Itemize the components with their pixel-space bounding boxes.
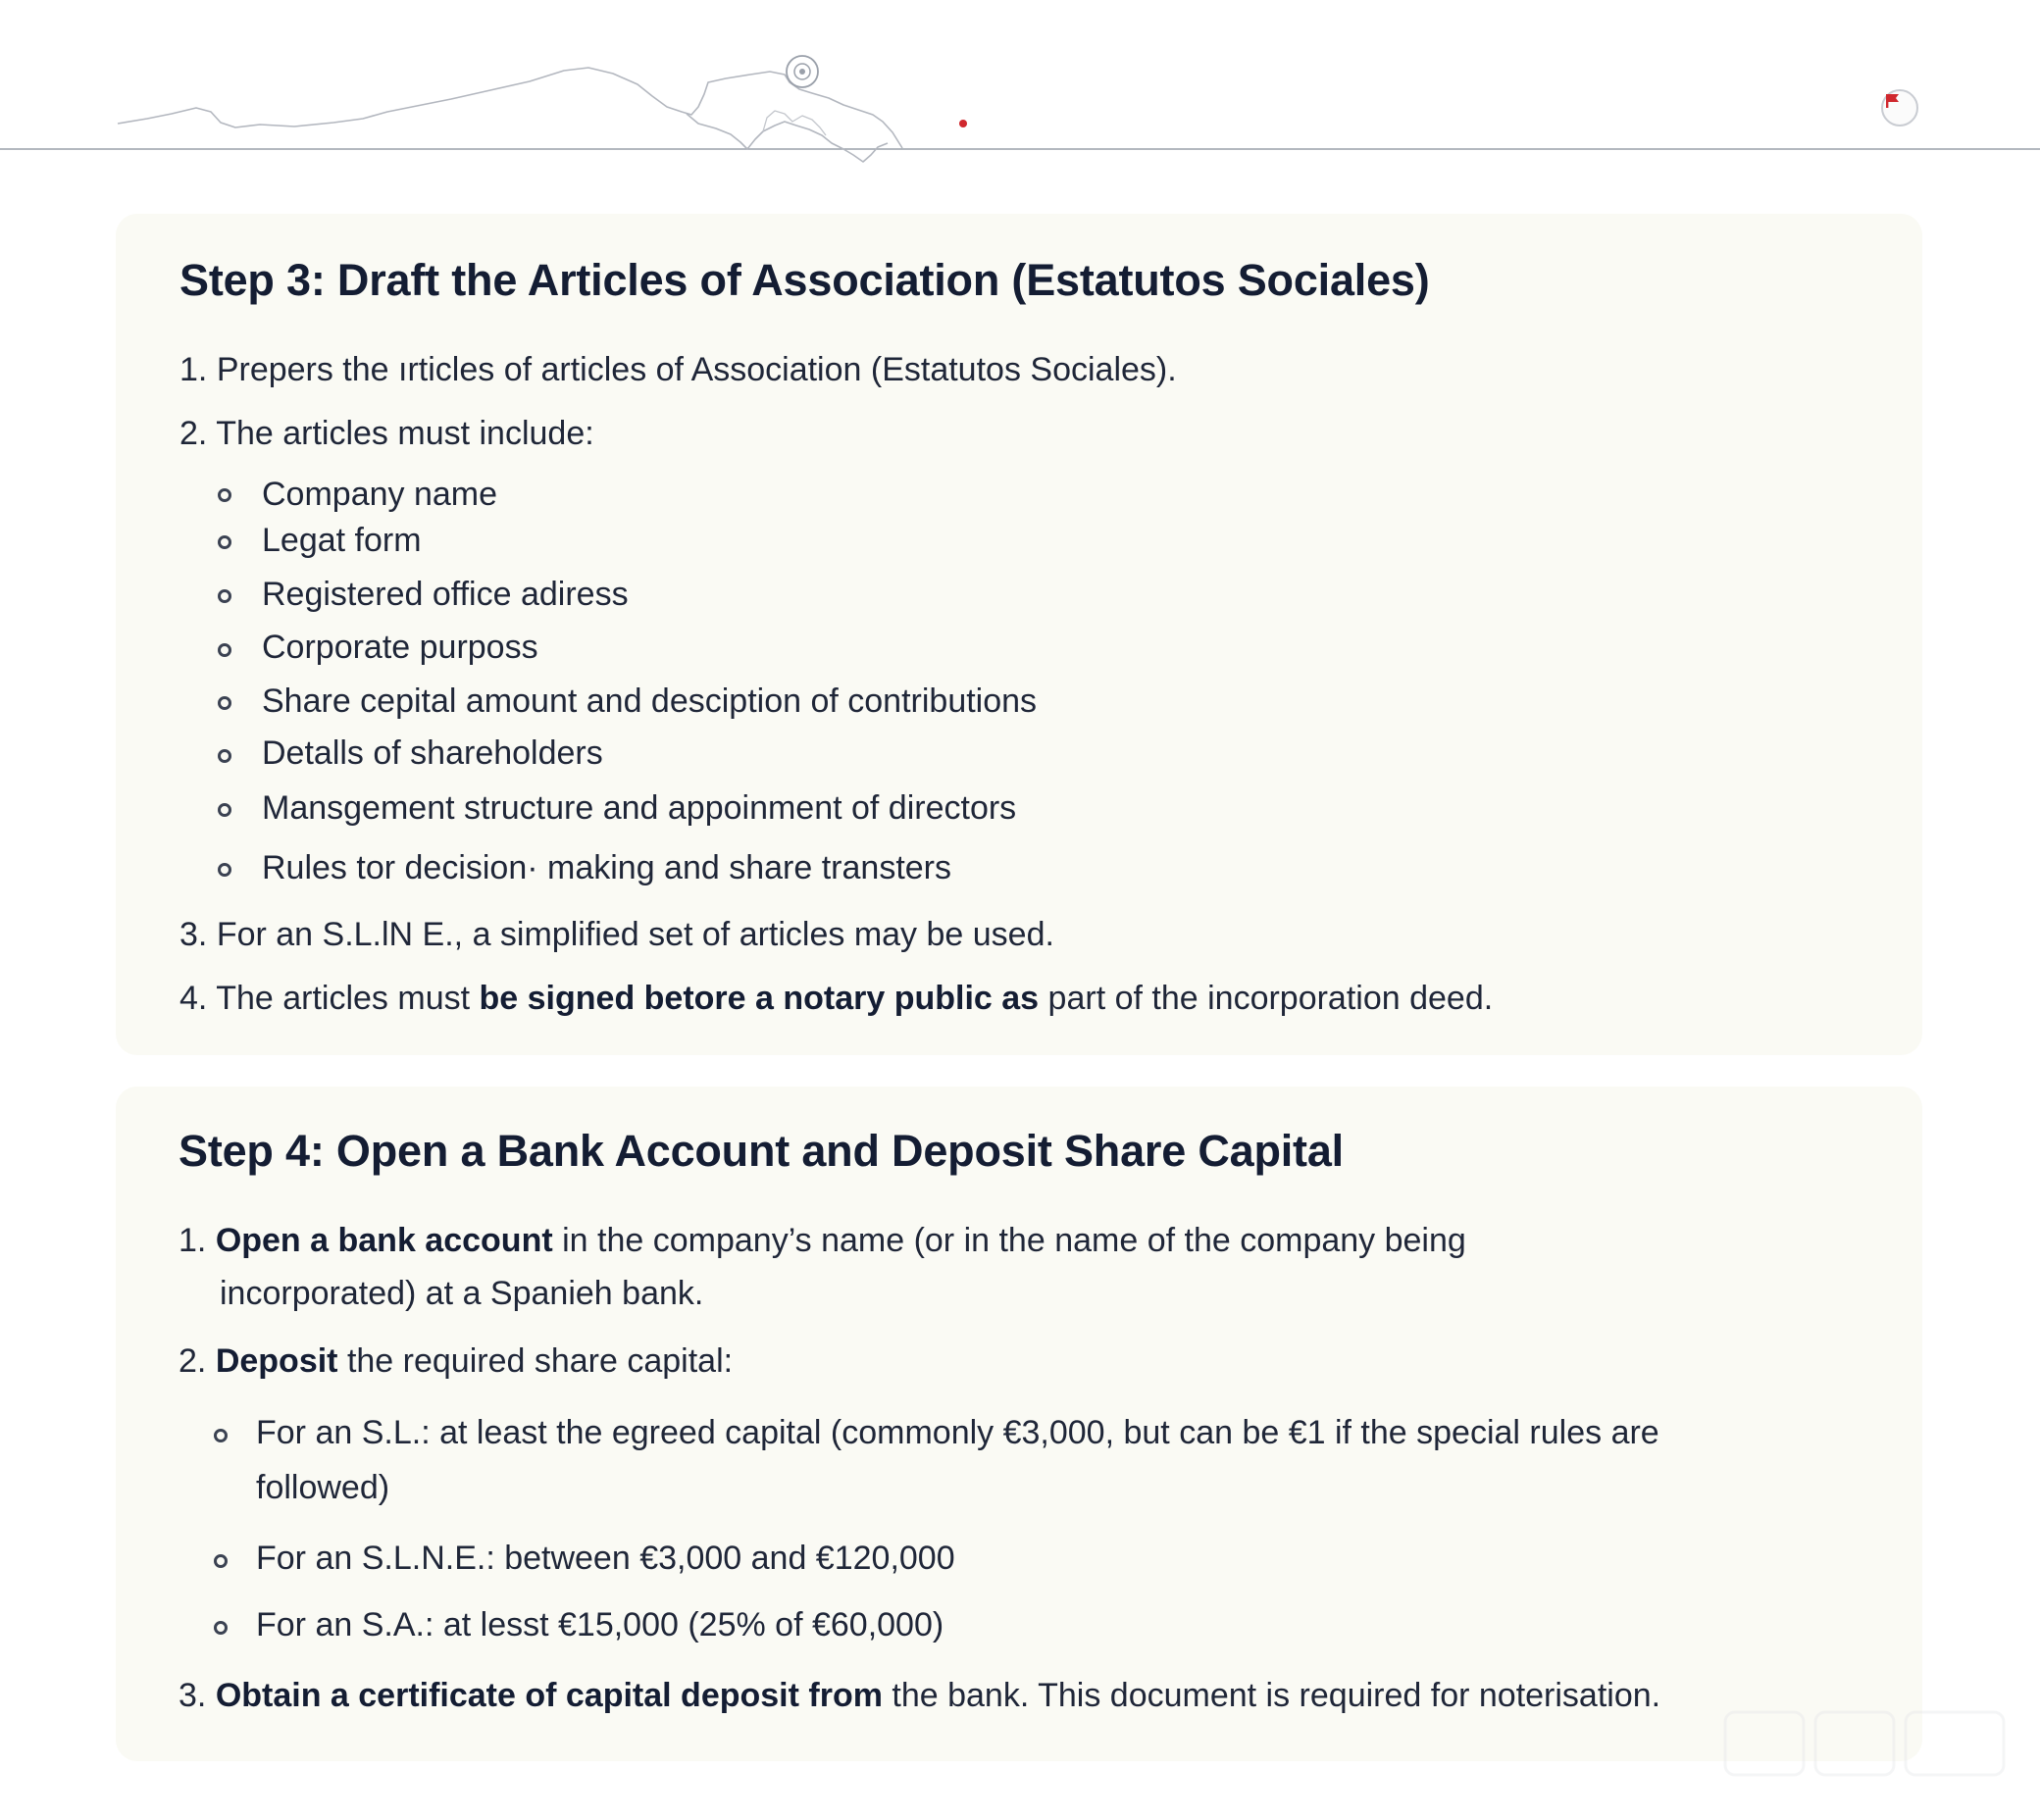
list-number: 1. (178, 1222, 207, 1259)
step3-list-item-1 (179, 351, 1177, 389)
bold-phrase: Deposit (215, 1342, 338, 1380)
bullet-icon (214, 1621, 228, 1635)
step4-list-item-2 (178, 1342, 733, 1381)
list-item-text: The articles must (216, 980, 480, 1017)
step3-title: Step 3: Draft the Articles of Association (Estatutos Sociales) (179, 255, 1430, 305)
list-item-text: the required share capital: (337, 1342, 734, 1380)
step3-subitem: Legat form (262, 522, 422, 559)
step3-subitem: Share cepital amount and desciption of contributions (262, 682, 1038, 720)
list-item-text: Prepers the ırticles of articles of Association (Estatutos Sociales). (216, 351, 1177, 388)
list-number: 4. (179, 980, 208, 1017)
list-item-text: part of the incorporation deed. (1039, 980, 1494, 1017)
step4-list-item-1 (178, 1222, 1466, 1260)
step4-list-item-1-continuation: incorporated) at a Spanieh bank. (220, 1275, 704, 1312)
flag-icon (1883, 91, 1903, 111)
list-number: 1. (179, 351, 208, 388)
list-item-text: The articles must include: (216, 415, 594, 452)
bullet-icon (218, 535, 231, 549)
map-outline-icon (0, 0, 2040, 172)
bullet-icon (218, 643, 231, 657)
step3-subitem: Corporate purposs (262, 629, 538, 666)
bullet-icon (218, 803, 231, 817)
list-item-text: For an S.L.lN E., a simplified set of articles may be used. (216, 916, 1054, 953)
bullet-icon (214, 1429, 228, 1442)
bullet-icon (218, 488, 231, 502)
list-number: 2. (178, 1342, 207, 1380)
location-pin-icon (959, 120, 967, 127)
bullet-icon (218, 696, 231, 710)
step4-subitem-continuation: followed) (256, 1469, 390, 1506)
step3-subitem: Detalls of shareholders (262, 734, 603, 772)
bold-phrase: be signed betore a notary public as (479, 980, 1040, 1017)
step3-subitem: Mansgement structure and appoinment of directors (262, 789, 1017, 827)
step4-list-item-3 (178, 1677, 1660, 1715)
step3-subitem: Rules tor decision· making and share transters (262, 849, 951, 886)
list-item-text: the bank. This document is required for noterisation. (882, 1677, 1661, 1714)
step3-subitem: Registered office adiress (262, 576, 629, 613)
step3-list-item-4 (179, 980, 1493, 1018)
step3-list-item-2 (179, 415, 594, 453)
list-number: 3. (178, 1677, 207, 1714)
step4-subitem: For an S.A.: at lesst €15,000 (25% of €60,000) (256, 1606, 944, 1643)
bold-phrase: Open a bank account (215, 1222, 553, 1259)
bullet-icon (218, 863, 231, 877)
watermark-icon (1721, 1706, 2015, 1785)
corner-button[interactable] (1881, 89, 1918, 126)
step3-subitem: Company name (262, 476, 498, 513)
step4-subitem: For an S.L.N.E.: between €3,000 and €120,000 (256, 1540, 955, 1577)
step4-title: Step 4: Open a Bank Account and Deposit Share Capital (178, 1126, 1344, 1176)
step3-list-item-3 (179, 916, 1054, 954)
page-header (0, 0, 2040, 172)
list-number: 3. (179, 916, 208, 953)
step4-subitem: For an S.L.: at least the egreed capital (commonly €3,000, but can be €1 if the special rules are (256, 1414, 1659, 1451)
bullet-icon (218, 749, 231, 763)
list-item-text: in the company’s name (or in the name of the company being (552, 1222, 1466, 1259)
bullet-icon (218, 589, 231, 603)
bold-phrase: Obtain a certificate of capital deposit from (215, 1677, 883, 1714)
list-number: 2. (179, 415, 208, 452)
bullet-icon (214, 1554, 228, 1568)
